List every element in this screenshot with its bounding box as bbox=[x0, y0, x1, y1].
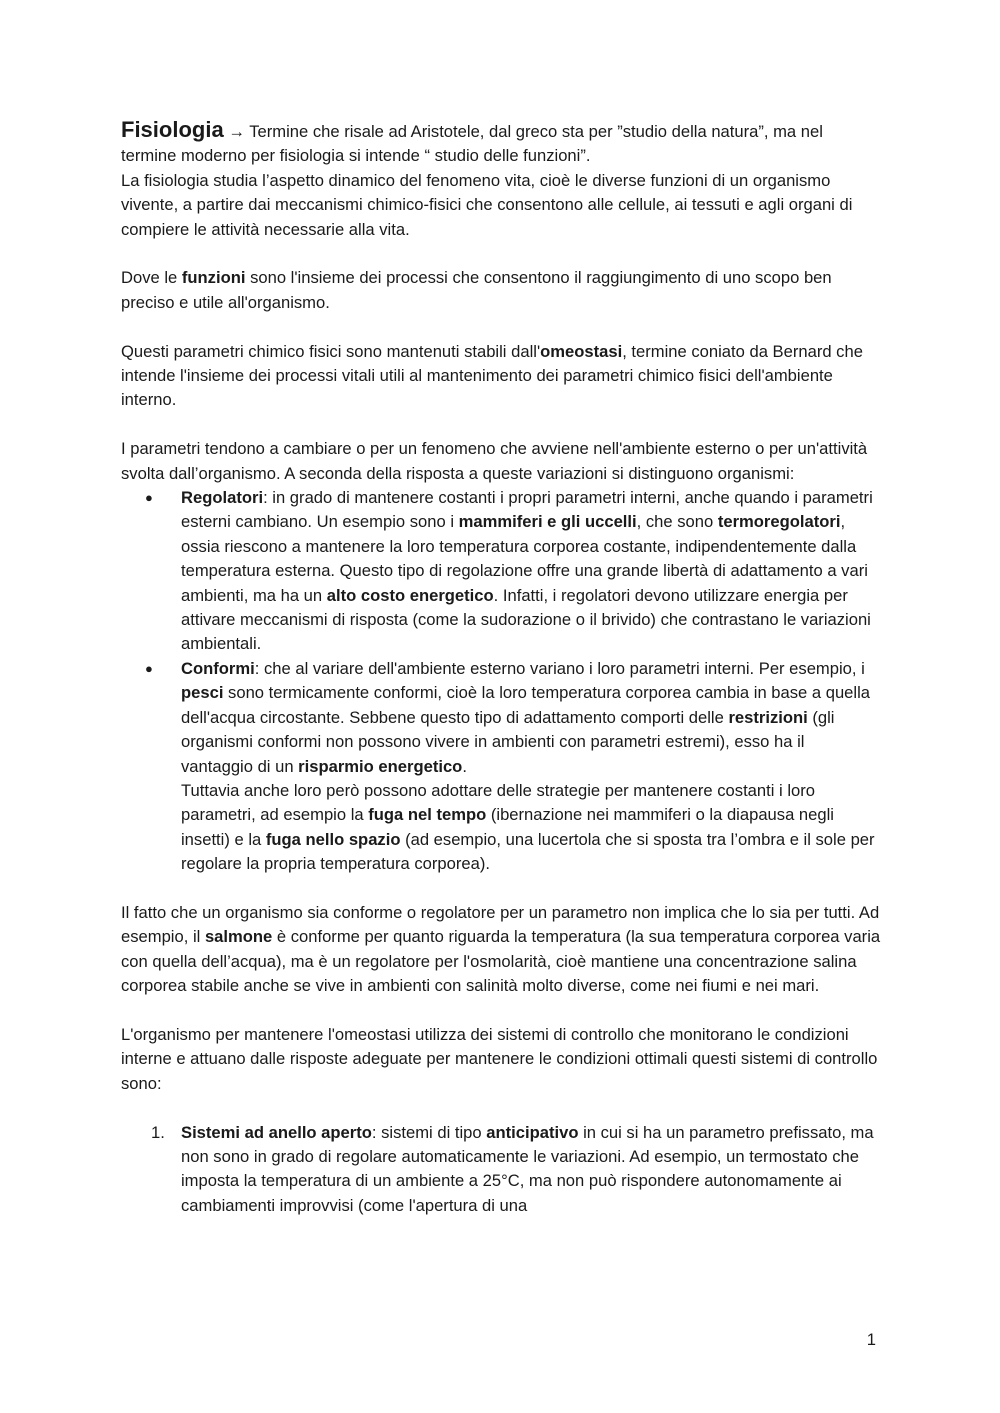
list-item-anello-aperto: 1. Sistemi ad anello aperto: sistemi di tipo anticipativo in cui si ha un parametro prefissato, ma non sono in grado di regolare automaticamente le variazioni. Ad esempio, un termostato che imposta la temperatura di un ambiente a 25°C, ma non può rispondere autonomamente ai cambiamenti improvvisi (come l'apertura di una bbox=[151, 1122, 874, 1215]
intro-paragraph: Fisiologia → Termine che risale ad Aristotele, dal greco sta per ”studio della natura”, ma nel termine moderno per fisiologia si intende “ studio delle funzioni”. La fisiologia studia l’aspetto dinamico del fenomeno vita, cioè le diverse funzioni di un organismo vivente, a partire dai meccanismi chimico-fisici che consentono alle cellule, ai tessuti e agli organi di compiere le attività necessarie alla vita. bbox=[121, 117, 853, 239]
funzioni-paragraph: Dove le funzioni sono l'insieme dei processi che consentono il raggiungimento di uno scopo ben preciso e utile all'organismo. bbox=[121, 268, 832, 312]
parametri-paragraph: I parametri tendono a cambiare o per un fenomeno che avviene nell'ambiente esterno o per un'attività svolta dall’organismo. A seconda della risposta a queste variazioni si distinguono organismi: bbox=[121, 439, 868, 483]
arrow-glyph: → bbox=[228, 122, 245, 141]
control-systems-list bbox=[121, 1121, 881, 1219]
controllo-paragraph: L'organismo per mantenere l'omeostasi utilizza dei sistemi di controllo che monitorano le condizioni interne e attuano dalle risposte adeguate per mantenere le condizioni ottimali questi sistemi di controllo sono: bbox=[121, 1024, 878, 1093]
list-item-regolatori: ● Regolatori: in grado di mantenere costanti i propri parametri interni, anche quando i parametri esterni cambiano. Un esempio sono i mammiferi e gli uccelli, che sono termoregolatori, ossia riescono a mantenere la loro temperatura corporea costante, indipendentemente dalla temperatura esterna. Questo tipo di regolazione offre una grande libertà di adattamento a vari ambienti, ma ha un alto costo energetico. Infatti, i regolatori devono utilizzare energia per attivare meccanismi di risposta (come la sudorazione o il brivido) che contrastano le variazioni ambientali. bbox=[145, 488, 873, 654]
list-number: 1. bbox=[151, 1122, 165, 1142]
document-body bbox=[121, 118, 881, 1218]
bullet-icon: ● bbox=[145, 490, 153, 506]
salmone-paragraph: Il fatto che un organismo sia conforme o regolatore per un parametro non implica che lo sia per tutti. Ad esempio, il salmone è conforme per quanto riguarda la temperatura (la sua temperatura corporea varia con quella dell’acqua), ma è un regolatore per l'osmolarità, cioè mantiene una concentrazione salina corporea stabile anche se vive in ambienti con salinità molto diverse, come nei fiumi e nei mari. bbox=[121, 902, 881, 996]
document-title: Fisiologia bbox=[121, 117, 224, 142]
bullet-icon: ● bbox=[145, 660, 153, 676]
list-item-conformi: ● Conformi: che al variare dell'ambiente esterno variano i loro parametri interni. Per esempio, i pesci sono termicamente conformi, cioè la loro temperatura corporea cambia in base a quella dell'acqua circostante. Sebbene questo tipo di adattamento comporti delle restrizioni (gli organismi conformi non possono vivere in ambienti con parametri estremi), esso ha il vantaggio di un risparmio energetico. Tuttavia anche loro però possono adottare delle strategie per mantenere costanti i loro parametri, ad esempio la fuga nel tempo (ibernazione nei mammiferi o la diapausa negli insetti) e la fuga nello spazio (ad esempio, una lucertola che si sposta tra l’ombra e il sole per regolare la propria temperatura corporea). bbox=[145, 658, 875, 874]
organism-types-list bbox=[121, 486, 881, 877]
page-number: 1 bbox=[866, 1330, 876, 1349]
omeostasi-paragraph: Questi parametri chimico fisici sono mantenuti stabili dall'omeostasi, termine coniato da Bernard che intende l'insieme dei processi vitali utili al mantenimento dei parametri chimico fisici dell'ambiente interno. bbox=[121, 341, 863, 410]
